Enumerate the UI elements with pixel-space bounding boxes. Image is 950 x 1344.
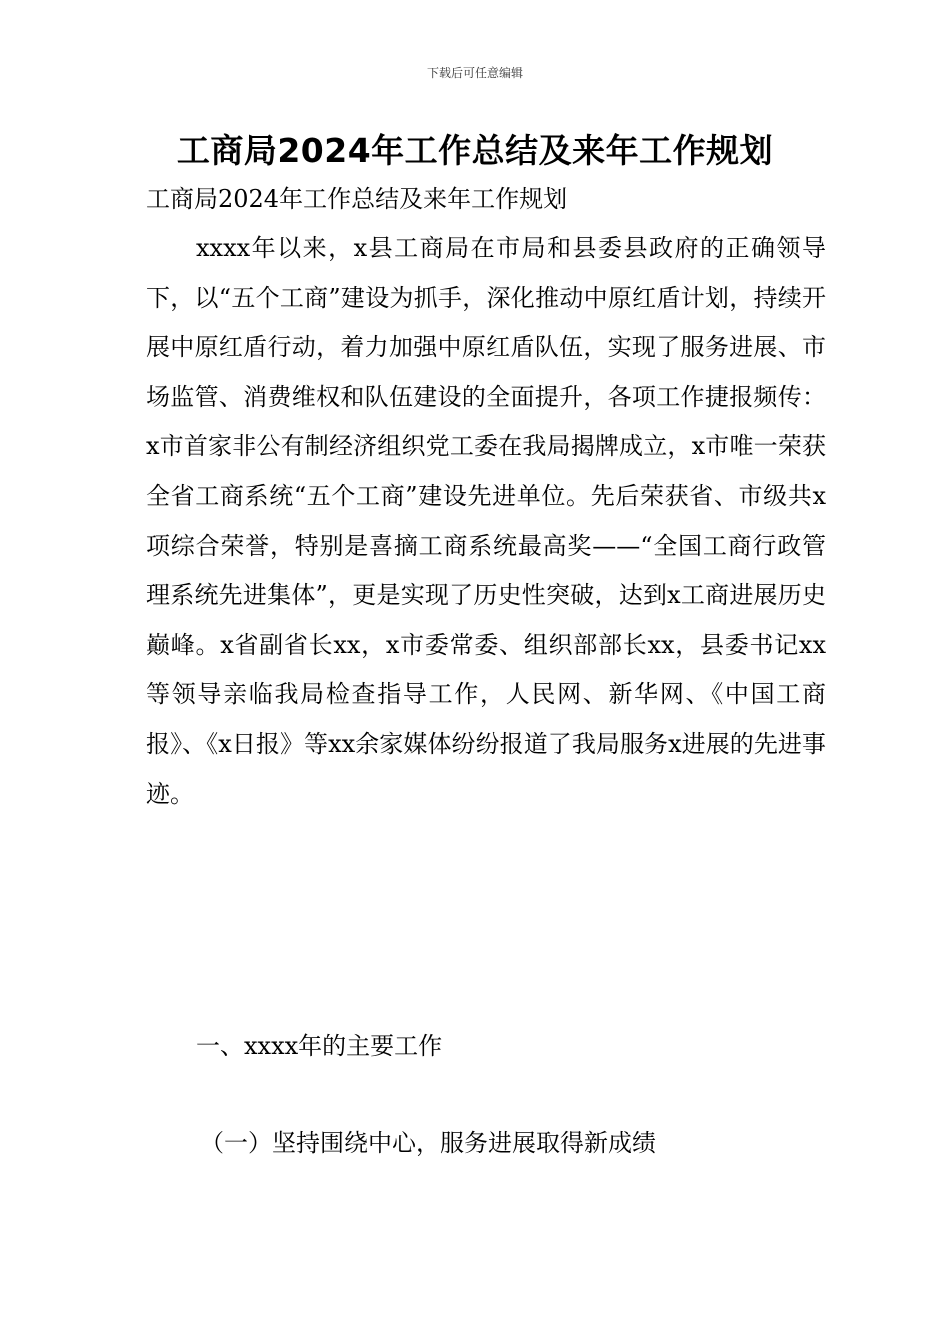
body-paragraph: xxxx年以来，x县工商局在市局和县委县政府的正确领导下，以“五个工商”建设为抓手，深化推动中原红盾计划，持续开展中原红盾行动，着力加强中原红盾队伍，实现了服务进展、市场监管、消费维权和队伍建设的全面提升，各项工作捷报频传：x市首家非公有制经济组织党工委在我局揭牌成立，x市唯一荣获全省工商系统“五个工商”建设先进单位。先后荣获省、市级共x项综合荣誉，特别是喜摘工商系统最高奖——“全国工商行政管理系统先进集体”，更是实现了历史性突破，达到x工商进展历史巅峰。x省副省长xx，x市委常委、组织部部长xx，县委书记xx等领导亲临我局检查指导工作，人民网、新华网、《中国工商报》、《x日报》等xx余家媒体纷纷报道了我局服务x进展的先进事迹。 <box>146 234 826 808</box>
document-subtitle: 工商局2024年工作总结及来年工作规划 <box>146 185 568 213</box>
section-heading: 一、xxxx年的主要工作 <box>196 1032 443 1060</box>
header-note: 下载后可任意编辑 <box>426 66 523 80</box>
subsection-heading: （一）坚持围绕中心，服务进展取得新成绩 <box>200 1129 656 1157</box>
document-title: 工商局2024年工作总结及来年工作规划 <box>176 131 774 170</box>
